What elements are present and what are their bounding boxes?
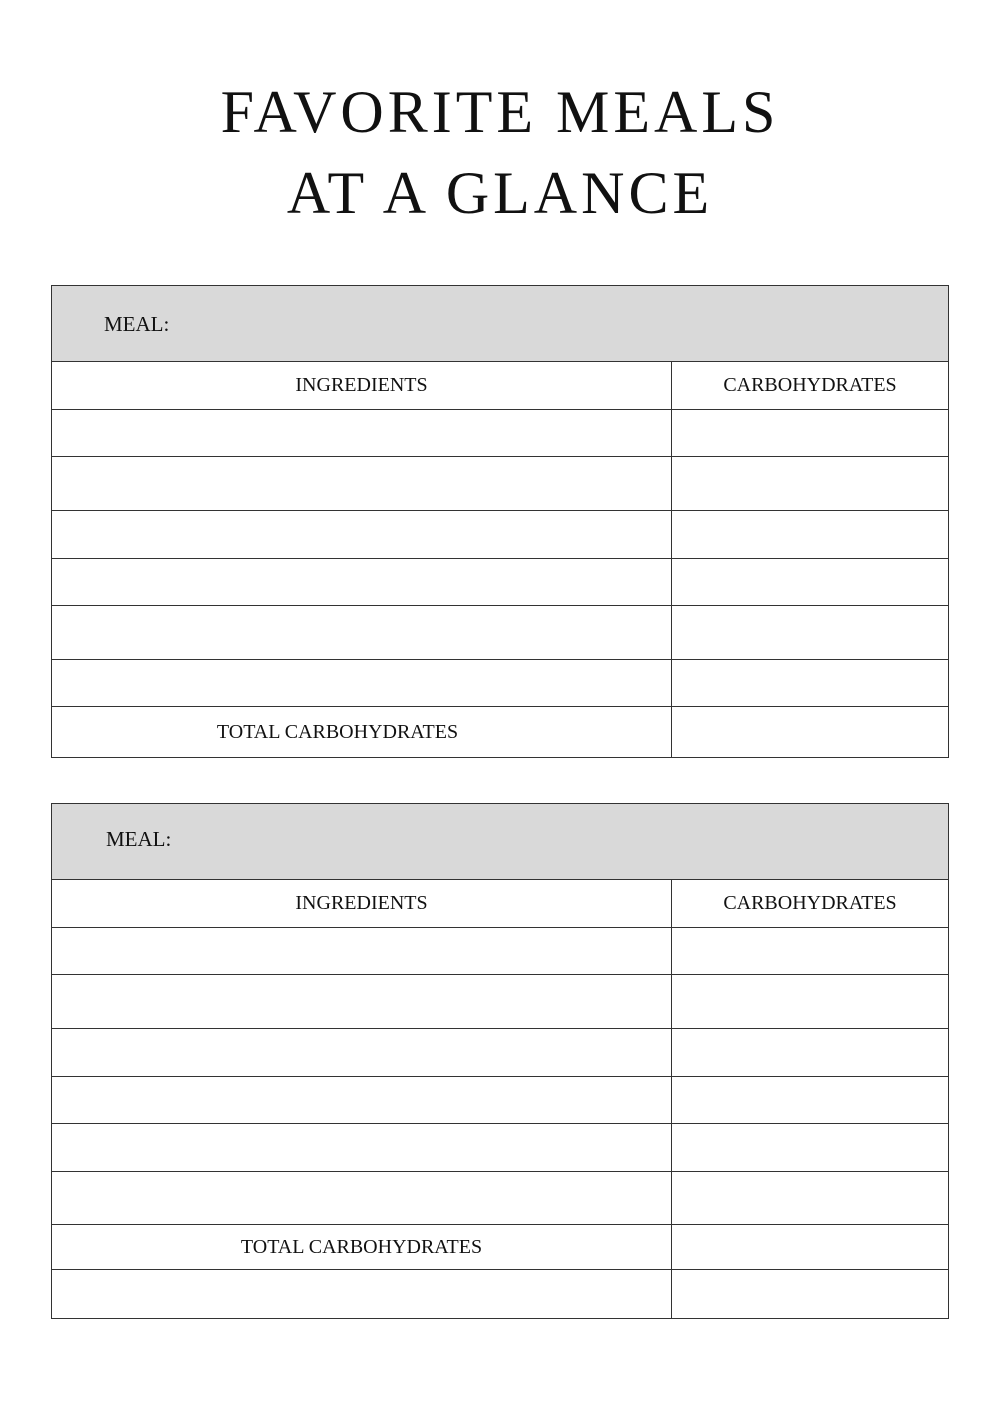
page-title-line-2: AT A GLANCE bbox=[286, 160, 714, 226]
table-row bbox=[52, 1029, 948, 1077]
table-row bbox=[52, 410, 948, 457]
table-row bbox=[52, 511, 948, 559]
table-row bbox=[52, 1077, 948, 1124]
ingredients-header: INGREDIENTS bbox=[52, 880, 672, 927]
carbohydrate-cell[interactable] bbox=[672, 410, 948, 456]
table-row bbox=[52, 1124, 948, 1172]
carbohydrates-header: CARBOHYDRATES bbox=[723, 892, 897, 914]
ingredient-cell[interactable] bbox=[52, 511, 672, 558]
total-carbohydrates-label-cell bbox=[52, 1225, 672, 1269]
table-row bbox=[52, 606, 948, 660]
total-carbohydrates-label-cell bbox=[52, 707, 672, 757]
total-carbohydrates-label: TOTAL CARBOHYDRATES bbox=[216, 720, 459, 743]
carbohydrate-cell[interactable] bbox=[672, 1270, 948, 1318]
total-carbohydrates-label: TOTAL CARBOHYDRATES bbox=[240, 1235, 483, 1258]
ingredient-cell[interactable] bbox=[52, 1124, 672, 1171]
ingredient-cell[interactable] bbox=[52, 1077, 672, 1123]
table-row bbox=[52, 1270, 948, 1318]
meal-label: MEAL: bbox=[106, 827, 172, 851]
table-row bbox=[52, 457, 948, 511]
carbohydrate-cell[interactable] bbox=[672, 1029, 948, 1076]
table-row bbox=[52, 1172, 948, 1225]
ingredient-cell[interactable] bbox=[52, 660, 672, 706]
meal-label: MEAL: bbox=[104, 312, 170, 336]
carbohydrate-cell[interactable] bbox=[672, 511, 948, 558]
total-carbohydrates-value-cell[interactable] bbox=[672, 1225, 948, 1269]
ingredient-cell[interactable] bbox=[52, 606, 672, 659]
ingredient-cell[interactable] bbox=[52, 1270, 672, 1318]
ingredient-cell[interactable] bbox=[52, 928, 672, 974]
ingredient-cell[interactable] bbox=[52, 559, 672, 605]
table-row bbox=[52, 559, 948, 606]
table-header-row bbox=[52, 880, 948, 928]
carbohydrate-cell[interactable] bbox=[672, 559, 948, 605]
table-row bbox=[52, 975, 948, 1029]
table-row bbox=[52, 660, 948, 707]
ingredient-cell[interactable] bbox=[52, 457, 672, 510]
carbohydrate-cell[interactable] bbox=[672, 975, 948, 1028]
carbohydrate-cell[interactable] bbox=[672, 1077, 948, 1123]
ingredient-cell[interactable] bbox=[52, 1172, 672, 1224]
carbohydrate-cell[interactable] bbox=[672, 1172, 948, 1224]
meal-name-field[interactable] bbox=[52, 286, 948, 362]
ingredient-cell[interactable] bbox=[52, 975, 672, 1028]
meal-table-2 bbox=[51, 803, 949, 1319]
total-carbohydrates-value-cell[interactable] bbox=[672, 707, 948, 757]
page-title-line-1: FAVORITE MEALS bbox=[220, 79, 780, 145]
carbohydrate-cell[interactable] bbox=[672, 457, 948, 510]
table-row bbox=[52, 928, 948, 975]
table-header-row bbox=[52, 362, 948, 410]
ingredient-cell[interactable] bbox=[52, 1029, 672, 1076]
meal-table-1 bbox=[51, 285, 949, 758]
carbohydrate-cell[interactable] bbox=[672, 606, 948, 659]
carbohydrate-cell[interactable] bbox=[672, 660, 948, 706]
carbohydrate-cell[interactable] bbox=[672, 928, 948, 974]
carbohydrates-header: CARBOHYDRATES bbox=[723, 374, 897, 396]
meal-name-field[interactable] bbox=[52, 804, 948, 880]
total-row bbox=[52, 707, 948, 757]
ingredient-cell[interactable] bbox=[52, 410, 672, 456]
ingredients-header: INGREDIENTS bbox=[52, 362, 672, 409]
carbohydrate-cell[interactable] bbox=[672, 1124, 948, 1171]
total-row bbox=[52, 1225, 948, 1270]
